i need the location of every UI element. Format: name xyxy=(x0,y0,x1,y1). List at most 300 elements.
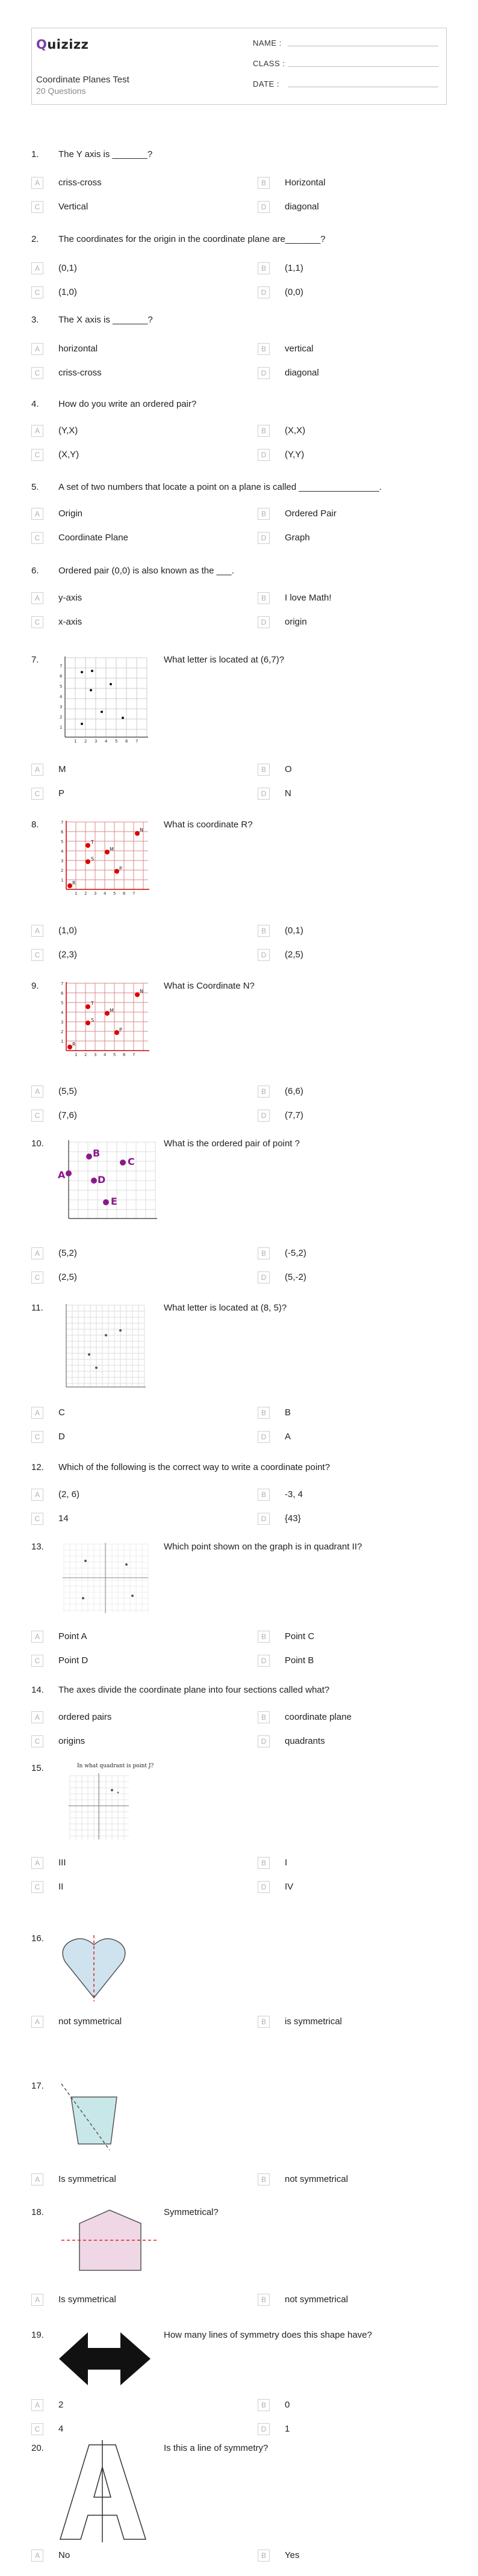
question-number: 16. xyxy=(31,1933,44,1944)
logo-mark: Q xyxy=(36,37,48,52)
answer-option[interactable] xyxy=(258,2399,438,2414)
svg-text:5: 5 xyxy=(113,891,116,896)
answer-option[interactable] xyxy=(258,616,438,631)
svg-text:6: 6 xyxy=(61,991,64,996)
answer-option[interactable] xyxy=(31,1631,212,1645)
option-text: 0 xyxy=(285,2400,290,2410)
option-letter-box: A xyxy=(31,1857,43,1869)
question-text: How many lines of symmetry does this shape have? xyxy=(164,2330,372,2340)
answer-option[interactable] xyxy=(31,425,212,439)
svg-text:2: 2 xyxy=(61,1030,64,1034)
question-text: Which of the following is the correct way to write a coordinate point? xyxy=(58,1462,331,1472)
option-letter-box: D xyxy=(258,1513,270,1525)
answer-option[interactable] xyxy=(31,2423,212,2438)
question-number: 12. xyxy=(31,1462,44,1472)
answer-option[interactable] xyxy=(31,1857,212,1871)
answer-option[interactable] xyxy=(258,425,438,439)
svg-text:4: 4 xyxy=(104,1052,107,1057)
answer-option[interactable] xyxy=(31,1086,212,1100)
option-text: not symmetrical xyxy=(58,2016,122,2027)
svg-text:M: M xyxy=(110,847,114,852)
answer-option[interactable] xyxy=(31,592,212,607)
option-letter-box: D xyxy=(258,788,270,800)
option-letter-box: A xyxy=(31,425,43,437)
option-text: III xyxy=(58,1858,66,1868)
answer-option[interactable] xyxy=(31,2173,212,2188)
option-text: Yes xyxy=(285,2550,300,2560)
answer-option[interactable] xyxy=(31,2550,212,2564)
answer-option[interactable] xyxy=(258,343,438,357)
question-number: 18. xyxy=(31,2207,44,2217)
option-text: x-axis xyxy=(58,617,82,627)
answer-option[interactable] xyxy=(258,1247,438,1262)
option-text: (5,2) xyxy=(58,1248,77,1258)
question-number: 11. xyxy=(31,1303,43,1313)
option-letter-box: C xyxy=(31,788,43,800)
svg-text:1: 1 xyxy=(60,725,63,730)
answer-option[interactable] xyxy=(31,1407,212,1421)
answer-option[interactable] xyxy=(258,262,438,277)
answer-option[interactable] xyxy=(258,201,438,215)
svg-text:2: 2 xyxy=(61,868,64,873)
svg-text:5: 5 xyxy=(113,1052,116,1057)
option-letter-box: C xyxy=(31,367,43,379)
svg-text:7: 7 xyxy=(61,820,64,825)
question-number: 19. xyxy=(31,2330,44,2340)
svg-text:C: C xyxy=(128,1156,135,1167)
option-letter-box: A xyxy=(31,1086,43,1098)
question-text: The Y axis is _______? xyxy=(58,149,153,159)
option-letter-box: C xyxy=(31,286,43,298)
question-text: What is Coordinate N? xyxy=(164,981,255,991)
answer-option[interactable] xyxy=(258,449,438,463)
answer-option[interactable] xyxy=(31,449,212,463)
answer-option[interactable] xyxy=(31,1431,212,1445)
option-text: (X,Y) xyxy=(58,449,79,460)
option-letter-box: C xyxy=(31,1110,43,1122)
question-text: The coordinates for the origin in the coordinate plane are_______? xyxy=(58,234,326,244)
svg-text:4: 4 xyxy=(104,891,107,896)
answer-option[interactable] xyxy=(258,1086,438,1100)
date-field xyxy=(253,79,279,88)
option-letter-box: A xyxy=(31,1489,43,1501)
option-text: No xyxy=(58,2550,70,2560)
svg-text:6: 6 xyxy=(61,830,64,835)
option-text: A xyxy=(285,1432,291,1442)
option-letter-box: B xyxy=(258,262,270,274)
option-letter-box: B xyxy=(258,508,270,520)
svg-text:T: T xyxy=(91,839,94,845)
svg-text:6: 6 xyxy=(123,891,126,896)
option-letter-box: C xyxy=(31,1271,43,1283)
answer-option[interactable] xyxy=(31,616,212,631)
question-text: The axes divide the coordinate plane into four sections called what? xyxy=(58,1685,330,1695)
answer-option[interactable] xyxy=(258,1735,438,1750)
option-text: 2 xyxy=(58,2400,64,2410)
option-letter-box: A xyxy=(31,1631,43,1643)
answer-option[interactable] xyxy=(31,1881,212,1895)
option-letter-box: D xyxy=(258,1431,270,1443)
question-number: 13. xyxy=(31,1542,44,1552)
svg-text:7: 7 xyxy=(132,1052,135,1057)
option-letter-box: D xyxy=(258,616,270,628)
option-letter-box: D xyxy=(258,449,270,461)
option-letter-box: A xyxy=(31,2550,43,2562)
answer-option[interactable] xyxy=(258,1631,438,1645)
answer-option[interactable] xyxy=(258,508,438,522)
option-text: ordered pairs xyxy=(58,1712,112,1722)
q15-quadrant-figure xyxy=(58,1761,154,1842)
class-line[interactable] xyxy=(288,66,438,67)
q17-trapezoid-figure xyxy=(58,2079,130,2154)
option-text: diagonal xyxy=(285,202,319,212)
answer-option[interactable] xyxy=(31,1513,212,1527)
svg-text:S: S xyxy=(91,856,95,862)
option-letter-box: B xyxy=(258,177,270,189)
option-letter-box: A xyxy=(31,925,43,937)
option-letter-box: B xyxy=(258,343,270,355)
option-text: (Y,X) xyxy=(58,425,78,436)
answer-option[interactable] xyxy=(31,367,212,381)
option-text: (2,3) xyxy=(58,950,77,960)
answer-option[interactable] xyxy=(258,592,438,607)
option-letter-box: B xyxy=(258,1489,270,1501)
option-letter-box: A xyxy=(31,764,43,776)
option-letter-box: C xyxy=(31,1881,43,1893)
answer-option[interactable] xyxy=(258,1513,438,1527)
answer-option[interactable] xyxy=(31,1247,212,1262)
question-text: A set of two numbers that locate a point on a plane is called ________________. xyxy=(58,482,382,492)
question-number: 9. xyxy=(31,981,39,991)
option-text: (7,6) xyxy=(58,1110,77,1120)
option-text: (0,0) xyxy=(285,287,303,297)
option-text: I love Math! xyxy=(285,593,332,603)
option-text: Vertical xyxy=(58,202,88,212)
answer-option[interactable] xyxy=(31,2294,212,2308)
option-text: not symmetrical xyxy=(285,2294,349,2305)
question-number: 1. xyxy=(31,149,39,159)
question-text: What is the ordered pair of point ? xyxy=(164,1138,300,1149)
option-text: (0,1) xyxy=(58,263,77,273)
question-number: 8. xyxy=(31,820,39,830)
question-text: What letter is located at (6,7)? xyxy=(164,655,285,665)
q18-pentagon-figure xyxy=(58,2205,160,2278)
svg-text:2: 2 xyxy=(84,739,87,744)
option-letter-box: B xyxy=(258,1857,270,1869)
answer-option[interactable] xyxy=(258,367,438,381)
option-letter-box: A xyxy=(31,1711,43,1723)
option-text: (1,0) xyxy=(58,925,77,936)
answer-option[interactable] xyxy=(31,286,212,301)
answer-option[interactable] xyxy=(31,1489,212,1503)
option-text: criss-cross xyxy=(58,368,102,378)
option-letter-box: A xyxy=(31,177,43,189)
option-text: diagonal xyxy=(285,368,319,378)
question-text: The X axis is _______? xyxy=(58,315,153,325)
question-text: Which point shown on the graph is in quadrant II? xyxy=(164,1542,362,1552)
option-letter-box: A xyxy=(31,1407,43,1419)
option-text: IV xyxy=(285,1882,294,1892)
option-text: (X,X) xyxy=(285,425,306,436)
answer-option[interactable] xyxy=(258,1110,438,1124)
option-text: vertical xyxy=(285,344,314,354)
question-number: 20. xyxy=(31,2443,44,2453)
option-letter-box: C xyxy=(31,949,43,961)
svg-text:P: P xyxy=(119,866,122,871)
option-text: (6,6) xyxy=(285,1086,303,1096)
option-letter-box: D xyxy=(258,949,270,961)
svg-text:P: P xyxy=(119,1027,122,1033)
option-text: (7,7) xyxy=(285,1110,303,1120)
q8-grid-figure xyxy=(58,818,154,897)
option-text: horizontal xyxy=(58,344,98,354)
svg-text:N: N xyxy=(140,827,143,833)
option-letter-box: D xyxy=(258,1271,270,1283)
option-text: (1,0) xyxy=(58,287,77,297)
answer-option[interactable] xyxy=(31,177,212,191)
option-letter-box: C xyxy=(31,1655,43,1667)
option-text: criss-cross xyxy=(58,178,102,188)
option-text: C xyxy=(58,1407,65,1418)
option-letter-box: D xyxy=(258,1655,270,1667)
question-text: What letter is located at (8, 5)? xyxy=(164,1303,287,1313)
option-text: coordinate plane xyxy=(285,1712,352,1722)
option-letter-box: A xyxy=(31,2399,43,2411)
option-letter-box: D xyxy=(258,286,270,298)
worksheet-subtitle: 20 Questions xyxy=(36,86,86,96)
svg-text:3: 3 xyxy=(60,705,63,709)
answer-option[interactable] xyxy=(31,508,212,522)
answer-option[interactable] xyxy=(258,286,438,301)
svg-text:3: 3 xyxy=(94,1052,97,1057)
answer-option[interactable] xyxy=(31,949,212,963)
answer-option[interactable] xyxy=(31,925,212,939)
svg-text:3: 3 xyxy=(61,1020,64,1025)
option-letter-box: B xyxy=(258,1247,270,1259)
question-number: 5. xyxy=(31,482,39,492)
option-text: not symmetrical xyxy=(285,2174,349,2184)
svg-text:S: S xyxy=(91,1018,95,1023)
svg-text:6: 6 xyxy=(60,674,63,679)
option-text: Point A xyxy=(58,1631,87,1642)
svg-text:5: 5 xyxy=(61,1001,64,1005)
option-text: D xyxy=(58,1432,65,1442)
svg-text:A: A xyxy=(58,1169,66,1181)
answer-option[interactable] xyxy=(258,949,438,963)
q9-grid-figure xyxy=(58,980,154,1058)
option-text: Is symmetrical xyxy=(58,2174,116,2184)
question-number: 15. xyxy=(31,1763,44,1773)
answer-option[interactable] xyxy=(258,1881,438,1895)
answer-option[interactable] xyxy=(258,764,438,778)
question-number: 6. xyxy=(31,566,39,576)
option-text: II xyxy=(58,1882,64,1892)
svg-text:4: 4 xyxy=(61,849,64,854)
option-text: B xyxy=(285,1407,291,1418)
svg-text:B: B xyxy=(93,1147,101,1159)
answer-option[interactable] xyxy=(31,2016,212,2030)
option-letter-box: B xyxy=(258,1631,270,1643)
option-text: quadrants xyxy=(285,1736,325,1746)
option-text: M xyxy=(58,764,66,774)
option-letter-box: B xyxy=(258,592,270,604)
option-letter-box: A xyxy=(31,1247,43,1259)
answer-option[interactable] xyxy=(31,2399,212,2414)
answer-option[interactable] xyxy=(258,1407,438,1421)
quizizz-logo xyxy=(36,37,88,52)
class-label: CLASS : xyxy=(253,59,285,68)
option-letter-box: A xyxy=(31,2016,43,2028)
option-letter-box: C xyxy=(31,2423,43,2435)
option-letter-box: B xyxy=(258,1711,270,1723)
answer-option[interactable] xyxy=(31,788,212,802)
answer-option[interactable] xyxy=(31,1271,212,1286)
answer-option[interactable] xyxy=(258,2294,438,2308)
answer-option[interactable] xyxy=(258,2423,438,2438)
option-letter-box: A xyxy=(31,262,43,274)
svg-text:R: R xyxy=(72,1042,76,1047)
q10-grid-figure xyxy=(58,1137,160,1222)
option-text: Horizontal xyxy=(285,178,326,188)
option-text: Ordered Pair xyxy=(285,508,337,519)
option-text: P xyxy=(58,788,65,798)
name-field xyxy=(253,39,282,48)
answer-option[interactable] xyxy=(31,343,212,357)
answer-option[interactable] xyxy=(258,1271,438,1286)
option-text: is symmetrical xyxy=(285,2016,343,2027)
option-text: 14 xyxy=(58,1513,69,1524)
option-letter-box: D xyxy=(258,2423,270,2435)
svg-text:7: 7 xyxy=(60,664,63,669)
question-number: 4. xyxy=(31,399,39,409)
option-letter-box: B xyxy=(258,1086,270,1098)
answer-option[interactable] xyxy=(31,532,212,546)
logo-text: uizizz xyxy=(47,37,89,52)
option-text: 4 xyxy=(58,2424,64,2434)
name-label: NAME : xyxy=(253,39,282,48)
option-letter-box: D xyxy=(258,1735,270,1747)
option-letter-box: B xyxy=(258,2294,270,2306)
answer-option[interactable] xyxy=(31,201,212,215)
option-letter-box: A xyxy=(31,343,43,355)
q20-letter-a-figure xyxy=(58,2440,148,2542)
option-letter-box: B xyxy=(258,425,270,437)
option-text: y-axis xyxy=(58,593,82,603)
answer-option[interactable] xyxy=(258,1857,438,1871)
option-letter-box: D xyxy=(258,367,270,379)
worksheet-title: Coordinate Planes Test xyxy=(36,75,129,85)
option-letter-box: A xyxy=(31,2294,43,2306)
q7-grid-figure xyxy=(58,653,154,746)
svg-text:4: 4 xyxy=(61,1010,64,1015)
answer-option[interactable] xyxy=(258,532,438,546)
option-letter-box: A xyxy=(31,592,43,604)
svg-text:3: 3 xyxy=(61,859,64,863)
svg-text:D: D xyxy=(98,1174,106,1185)
answer-option[interactable] xyxy=(258,925,438,939)
answer-option[interactable] xyxy=(258,1431,438,1445)
option-text: (5,5) xyxy=(58,1086,77,1096)
option-letter-box: B xyxy=(258,2550,270,2562)
answer-option[interactable] xyxy=(258,1655,438,1669)
option-text: N xyxy=(285,788,291,798)
question-text: What is coordinate R? xyxy=(164,820,253,830)
answer-option[interactable] xyxy=(258,2550,438,2564)
option-letter-box: B xyxy=(258,764,270,776)
option-text: origin xyxy=(285,617,307,627)
option-text: (0,1) xyxy=(285,925,303,936)
option-text: O xyxy=(285,764,292,774)
option-text: (Y,Y) xyxy=(285,449,305,460)
svg-text:1: 1 xyxy=(61,878,64,883)
answer-option[interactable] xyxy=(258,177,438,191)
answer-option[interactable] xyxy=(258,788,438,802)
answer-option[interactable] xyxy=(31,1711,212,1726)
svg-text:1: 1 xyxy=(75,891,78,896)
option-text: Point B xyxy=(285,1655,314,1666)
option-text: {43} xyxy=(285,1513,301,1524)
svg-text:R: R xyxy=(72,880,76,886)
answer-option[interactable] xyxy=(258,2016,438,2030)
answer-option[interactable] xyxy=(31,1655,212,1669)
svg-text:E: E xyxy=(111,1196,117,1207)
question-number: 14. xyxy=(31,1685,44,1695)
q16-heart-figure xyxy=(58,1932,130,2004)
answer-option[interactable] xyxy=(31,1110,212,1124)
option-letter-box: C xyxy=(31,1513,43,1525)
option-text: Origin xyxy=(58,508,83,519)
svg-text:4: 4 xyxy=(105,739,108,744)
svg-text:N: N xyxy=(140,989,143,994)
option-letter-box: C xyxy=(31,532,43,544)
svg-text:1: 1 xyxy=(61,1039,64,1044)
option-letter-box: C xyxy=(31,616,43,628)
q11-grid-figure xyxy=(58,1302,148,1392)
option-letter-box: B xyxy=(258,2173,270,2185)
option-text: (2,5) xyxy=(58,1272,77,1282)
class-field xyxy=(253,59,285,68)
question-number: 7. xyxy=(31,655,39,665)
answer-option[interactable] xyxy=(31,1735,212,1750)
date-label: DATE : xyxy=(253,79,279,88)
option-text: (2, 6) xyxy=(58,1489,80,1500)
question-text: How do you write an ordered pair? xyxy=(58,399,197,409)
question-text: Symmetrical? xyxy=(164,2207,219,2217)
svg-text:2: 2 xyxy=(84,1052,87,1057)
option-text: (-5,2) xyxy=(285,1248,306,1258)
option-text: (1,1) xyxy=(285,263,303,273)
option-letter-box: B xyxy=(258,2399,270,2411)
question-number: 3. xyxy=(31,315,39,325)
answer-option[interactable] xyxy=(258,1489,438,1503)
option-text: -3, 4 xyxy=(285,1489,303,1500)
answer-option[interactable] xyxy=(258,1711,438,1726)
answer-option[interactable] xyxy=(31,262,212,277)
answer-option[interactable] xyxy=(31,764,212,778)
svg-text:2: 2 xyxy=(60,715,63,720)
question-number: 17. xyxy=(31,2081,44,2091)
answer-option[interactable] xyxy=(258,2173,438,2188)
svg-text:6: 6 xyxy=(125,739,128,744)
svg-text:5: 5 xyxy=(60,684,63,689)
option-text: (5,-2) xyxy=(285,1272,306,1282)
svg-text:In what quadrant is point J?: In what quadrant is point J? xyxy=(77,1763,154,1769)
option-letter-box: B xyxy=(258,925,270,937)
option-letter-box: C xyxy=(31,449,43,461)
svg-text:6: 6 xyxy=(123,1052,126,1057)
svg-text:M: M xyxy=(110,1008,114,1013)
option-letter-box: A xyxy=(31,508,43,520)
